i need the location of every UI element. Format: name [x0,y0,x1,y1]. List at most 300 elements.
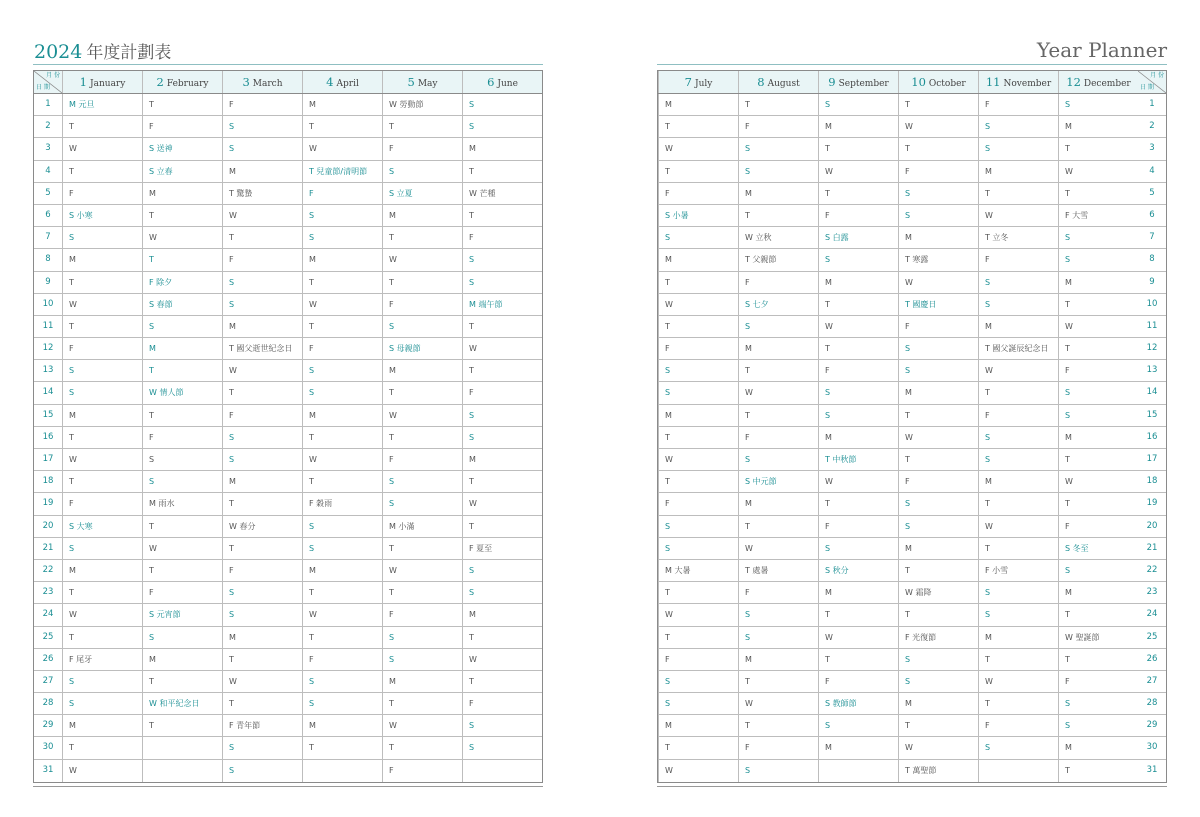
day-row [34,715,542,737]
month-header-row [34,71,542,94]
day-row [34,161,542,183]
day-cell: S [462,116,542,137]
day-cell: T [142,205,222,226]
day-cell [302,760,382,782]
day-cell: S [382,493,462,514]
day-cell: W [738,538,818,559]
day-cell: S 立春 [142,161,222,182]
day-cell: M [302,560,382,581]
day-cell: F [382,294,462,315]
day-cell: S [62,538,142,559]
day-number: 25 [42,631,54,642]
day-cell: S [978,116,1058,137]
month-name: November [1003,79,1052,89]
day-cell: T [382,737,462,758]
day-cell: S [738,627,818,648]
day-number: 19 [1146,498,1158,509]
day-cell: F [1058,671,1138,692]
day-cell: F [142,116,222,137]
day-cell: W [222,360,302,381]
day-cell: S [1058,249,1138,270]
day-cell: M [62,560,142,581]
day-row [658,582,1166,604]
day-cell: T [658,427,738,448]
day-cell: T [898,405,978,426]
day-cell: F [302,183,382,204]
day-number: 15 [42,409,54,420]
day-row [658,715,1166,737]
day-cell: T [62,471,142,492]
month-name: March [252,79,283,89]
day-cell: T [222,382,302,403]
day-cell: M [462,138,542,159]
day-number: 24 [42,609,54,620]
month-name: January [90,79,126,89]
day-cell: S [222,116,302,137]
corner-day-label: 日 期 [36,84,50,91]
day-cell: M [222,627,302,648]
day-cell: M [658,405,738,426]
day-cell: W [62,294,142,315]
day-cell: F 尾牙 [62,649,142,670]
day-cell: M [62,249,142,270]
day-cell: M [462,449,542,470]
day-number: 9 [45,276,51,287]
day-cell: S 小暑 [658,205,738,226]
day-cell: T [818,493,898,514]
day-cell: W [462,649,542,670]
day-cell: F [222,94,302,115]
day-cell: S [1058,693,1138,714]
day-cell: W 立秋 [738,227,818,248]
day-cell: S [62,382,142,403]
day-cell: T [898,138,978,159]
day-row [34,316,542,338]
day-row [658,294,1166,316]
day-cell: F [818,671,898,692]
day-row [34,405,542,427]
day-cell: M [898,382,978,403]
day-number: 21 [1146,542,1158,553]
day-cell: T [62,627,142,648]
day-number: 20 [42,520,54,531]
day-cell: W [222,205,302,226]
day-cell: S [898,516,978,537]
day-cell: T [222,538,302,559]
month-number: 2 [156,75,164,89]
day-cell: T [738,516,818,537]
day-cell: T 國父逝世紀念日 [222,338,302,359]
day-cell: T [658,582,738,603]
day-number: 18 [1146,476,1158,487]
day-cell: S 小寒 [62,205,142,226]
day-row [658,760,1166,782]
day-number: 5 [45,187,51,198]
day-number: 2 [1149,121,1155,132]
day-cell: S [818,94,898,115]
day-cell: S [142,449,222,470]
day-cell: M [658,94,738,115]
day-row [34,516,542,538]
day-cell: T [658,737,738,758]
day-cell: S 元宵節 [142,604,222,625]
day-row [658,249,1166,271]
day-number: 17 [1146,454,1158,464]
day-cell: S [978,427,1058,448]
day-cell: M [382,360,462,381]
day-row [658,138,1166,160]
day-cell: M [462,604,542,625]
day-cell: S [898,493,978,514]
day-cell: S [978,138,1058,159]
day-number: 11 [1146,320,1158,331]
day-number: 8 [45,254,51,265]
day-cell: S 送神 [142,138,222,159]
month-name: August [767,79,800,89]
day-row [34,94,542,116]
day-cell: T [382,272,462,293]
day-cell: F [382,449,462,470]
day-cell: W 春分 [222,516,302,537]
day-row [658,693,1166,715]
day-cell: M [978,627,1058,648]
day-number: 17 [42,454,54,464]
day-cell: T [738,715,818,736]
month-name: September [838,79,889,89]
month-name: July [694,79,713,89]
day-row [34,582,542,604]
day-row [34,760,542,782]
day-cell: W [658,138,738,159]
day-cell: F [1058,360,1138,381]
day-number: 19 [42,498,54,509]
day-cell: W [978,205,1058,226]
day-cell: F 除夕 [142,272,222,293]
day-row [34,294,542,316]
day-cell: S [978,737,1058,758]
day-number: 28 [1146,698,1158,709]
day-cell: T [382,116,462,137]
day-cell: T 處暑 [738,560,818,581]
day-cell: W 霜降 [898,582,978,603]
day-cell: M [818,272,898,293]
day-cell: S [382,627,462,648]
day-cell: W [62,138,142,159]
month-header-december [1058,71,1138,93]
day-cell: T [978,183,1058,204]
day-cell: S [302,693,382,714]
day-cell: T [898,560,978,581]
day-cell: W [382,560,462,581]
day-cell: S [302,671,382,692]
day-cell: F 夏至 [462,538,542,559]
day-cell: T [62,427,142,448]
day-row [34,737,542,759]
day-cell: S 大寒 [62,516,142,537]
day-cell: T 寒露 [898,249,978,270]
day-cell: W [978,360,1058,381]
day-cell: S [302,382,382,403]
day-cell [142,760,222,782]
day-row [658,471,1166,493]
day-cell: M [382,205,462,226]
day-cell: W 情人節 [142,382,222,403]
day-cell: S [462,272,542,293]
day-cell: S [1058,94,1138,115]
day-cell: S 母親節 [382,338,462,359]
day-row [658,227,1166,249]
day-cell: T [818,604,898,625]
day-cell: F [738,582,818,603]
day-cell: T [142,360,222,381]
day-cell: S [658,360,738,381]
day-number: 30 [42,742,54,753]
day-row [34,138,542,160]
day-row [658,649,1166,671]
day-number: 1 [1149,99,1155,109]
day-cell: S 秋分 [818,560,898,581]
day-cell: T [222,493,302,514]
day-cell: W [658,604,738,625]
day-cell: F [142,427,222,448]
day-number: 26 [1146,653,1158,664]
day-row [658,627,1166,649]
day-cell: M [658,715,738,736]
day-cell: S [62,227,142,248]
day-cell: T [1058,649,1138,670]
day-number: 6 [1149,209,1155,220]
day-cell: F [1058,516,1138,537]
day-cell: T [382,382,462,403]
day-number: 3 [1149,143,1155,154]
day-cell: W [382,715,462,736]
day-cell: T [1058,338,1138,359]
month-number: 11 [985,75,1001,89]
day-row [34,272,542,294]
day-number: 12 [1146,343,1158,354]
day-cell: S [898,649,978,670]
day-row [658,538,1166,560]
day-row [658,316,1166,338]
day-cell: T [658,627,738,648]
day-cell: M [738,493,818,514]
day-number: 25 [1146,631,1158,642]
day-cell: S [1058,227,1138,248]
day-row [658,161,1166,183]
month-header-april [302,71,382,93]
day-cell: M 端午節 [462,294,542,315]
day-cell: T 立冬 [978,227,1058,248]
day-cell: T [658,272,738,293]
day-cell: T 中秋節 [818,449,898,470]
day-cell: T [462,671,542,692]
month-header-march [222,71,302,93]
day-cell: T [62,316,142,337]
day-cell: F [222,249,302,270]
day-cell: F [978,715,1058,736]
day-cell: F [658,183,738,204]
day-cell: M [738,649,818,670]
day-cell: S [1058,715,1138,736]
day-cell: S [382,471,462,492]
month-name: May [417,79,438,89]
month-header-july [658,71,738,93]
day-cell: S [222,760,302,782]
day-row [34,249,542,271]
day-cell: T [978,649,1058,670]
day-cell: S [898,205,978,226]
day-cell: F [898,161,978,182]
english-title: Year Planner [1036,38,1167,62]
day-cell: T [658,161,738,182]
day-row [34,538,542,560]
day-cell: T [462,316,542,337]
day-cell: T [1058,604,1138,625]
corner-cell [1138,71,1166,93]
day-row [34,360,542,382]
day-cell: M [302,94,382,115]
day-cell: T [142,405,222,426]
day-cell: F [62,183,142,204]
day-cell: S [302,516,382,537]
day-cell: T [62,737,142,758]
day-cell: S [738,449,818,470]
day-row [658,671,1166,693]
day-cell: S [818,405,898,426]
day-cell: T [142,715,222,736]
month-header-september [818,71,898,93]
day-cell: F [818,360,898,381]
day-row [658,449,1166,471]
month-number: 5 [407,75,415,89]
day-row [658,737,1166,759]
day-cell: S [738,138,818,159]
day-cell: S [462,715,542,736]
corner-day-label: 日 期 [1140,84,1154,91]
day-number: 23 [1146,587,1158,598]
day-row [34,560,542,582]
month-number: 3 [242,75,250,89]
month-name: February [166,79,209,89]
day-row [34,227,542,249]
day-cell: S [302,538,382,559]
day-cell: W [302,138,382,159]
day-number: 30 [1146,742,1158,753]
day-number: 15 [1146,409,1158,420]
day-cell: F [738,116,818,137]
day-row [34,671,542,693]
day-cell: T [222,693,302,714]
day-cell: T [142,94,222,115]
day-cell: T [462,205,542,226]
day-cell: M [1058,582,1138,603]
day-cell: T [462,627,542,648]
day-cell: T [978,493,1058,514]
day-cell: S [302,227,382,248]
day-row [658,94,1166,116]
day-cell: S 春節 [142,294,222,315]
day-cell: S [658,516,738,537]
day-cell: T [62,161,142,182]
day-cell: M [222,316,302,337]
chinese-title: 年度計劃表 [86,43,172,63]
day-cell: S [978,449,1058,470]
day-cell: W [898,116,978,137]
day-cell: T [302,471,382,492]
day-cell: T [1058,294,1138,315]
month-header-october [898,71,978,93]
day-cell: M [62,405,142,426]
day-row [34,427,542,449]
day-cell: F [978,94,1058,115]
day-cell: F [382,604,462,625]
day-cell: M [222,161,302,182]
corner-cell [34,71,62,93]
day-cell: F 青年節 [222,715,302,736]
day-cell: S [222,582,302,603]
day-cell: F [818,516,898,537]
day-cell: T 兒童節/清明節 [302,161,382,182]
day-cell: F [898,471,978,492]
day-cell: W [302,604,382,625]
day-cell: S [382,649,462,670]
day-row [658,516,1166,538]
day-row [658,116,1166,138]
day-row [658,183,1166,205]
day-cell: T [382,693,462,714]
day-number: 2 [45,121,51,132]
day-cell: F 小雪 [978,560,1058,581]
day-cell: S [462,427,542,448]
day-cell: W [382,249,462,270]
day-number: 7 [45,232,51,243]
day-cell: S [302,360,382,381]
day-cell: W [818,627,898,648]
day-cell: T [142,249,222,270]
day-cell: W 芒種 [462,183,542,204]
day-cell: M [1058,427,1138,448]
day-number: 31 [1146,764,1158,775]
day-cell: T [738,94,818,115]
day-cell [818,760,898,782]
day-row [658,493,1166,515]
day-cell: T [658,471,738,492]
day-number: 8 [1149,254,1155,265]
day-cell: T [898,715,978,736]
day-cell: S [978,272,1058,293]
day-cell: S [658,693,738,714]
day-cell: T 萬聖節 [898,760,978,782]
day-cell: S [658,227,738,248]
day-cell: S [382,161,462,182]
title-rule-left [33,64,543,65]
day-cell: S 教師節 [818,693,898,714]
day-row [658,272,1166,294]
day-cell: T [302,316,382,337]
day-cell: F [898,316,978,337]
day-cell: M [818,427,898,448]
day-cell: W [658,294,738,315]
day-cell: T [658,116,738,137]
month-name: June [497,79,518,89]
day-cell: T [738,405,818,426]
day-cell: S [142,316,222,337]
day-cell: W [62,760,142,782]
day-cell: T [222,649,302,670]
day-row [34,493,542,515]
day-cell: F [222,560,302,581]
day-cell: T 父親節 [738,249,818,270]
